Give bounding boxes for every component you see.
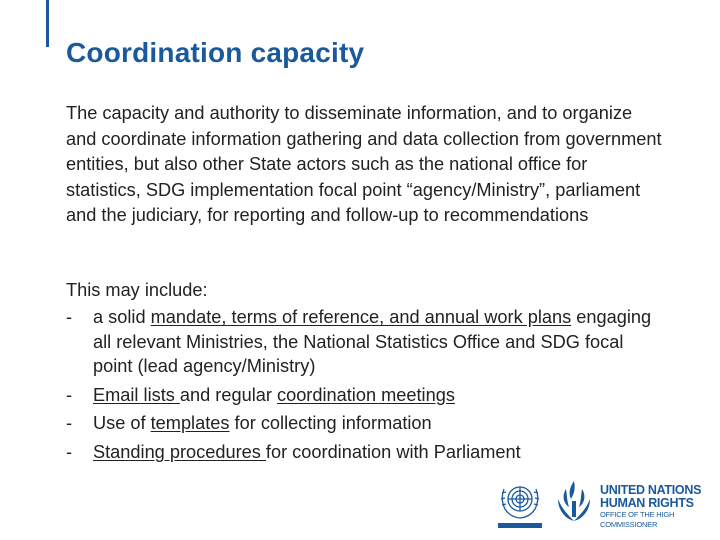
description-block [66,101,666,229]
bullet-marker: - [66,413,73,434]
human-rights-flame-icon [554,477,594,525]
unhr-line-ohchr: OFFICE OF THE HIGH COMMISSIONER [600,510,675,529]
bullet-text: for coordination with Parliament [265,441,521,462]
footer-logos [496,475,720,535]
list-item [66,305,666,379]
list-item [66,411,666,436]
description-paragraph: The capacity and authority to disseminate information, and to organize and coordinate information gathering and data collection from government entities, but also other State actors such as the national office for statistics, SDG implementation focal point “agency/Ministry”, parliament and the judiciary, for reporting and follow-up to recommendations [66,103,662,225]
underlined-text: Standing procedures [93,441,266,462]
bullet-marker: - [66,307,73,327]
bullet-marker: - [66,441,73,462]
bullet-text: and regular [179,384,277,405]
bullet-text: a solid [93,307,151,327]
title-accent-bar [46,0,49,47]
list-intro: This may include: [66,280,208,300]
bullet-text: engaging all relevant Ministries, the National Statistics Office and SDG focal point (lead agency/Ministry) [93,307,652,377]
bullet-text: for collecting information [229,413,432,434]
list-item [66,440,666,465]
bullet-marker: - [66,384,73,405]
underlined-text: Email lists [93,384,180,405]
bullet-list [66,305,666,469]
slide-title: Coordination capacity [66,37,365,68]
underlined-text: templates [150,413,230,434]
underlined-text: mandate, terms of reference, and annual work plans [150,307,572,327]
underlined-text: coordination meetings [276,384,455,405]
unhr-line-human-rights: HUMAN RIGHTS [600,496,694,510]
unhr-wordmark [600,484,720,530]
unhr-line-united-nations: UNITED NATIONS [600,483,702,497]
bullet-text: Use of [93,413,151,434]
un-emblem-icon [496,477,544,533]
list-item [66,383,666,408]
